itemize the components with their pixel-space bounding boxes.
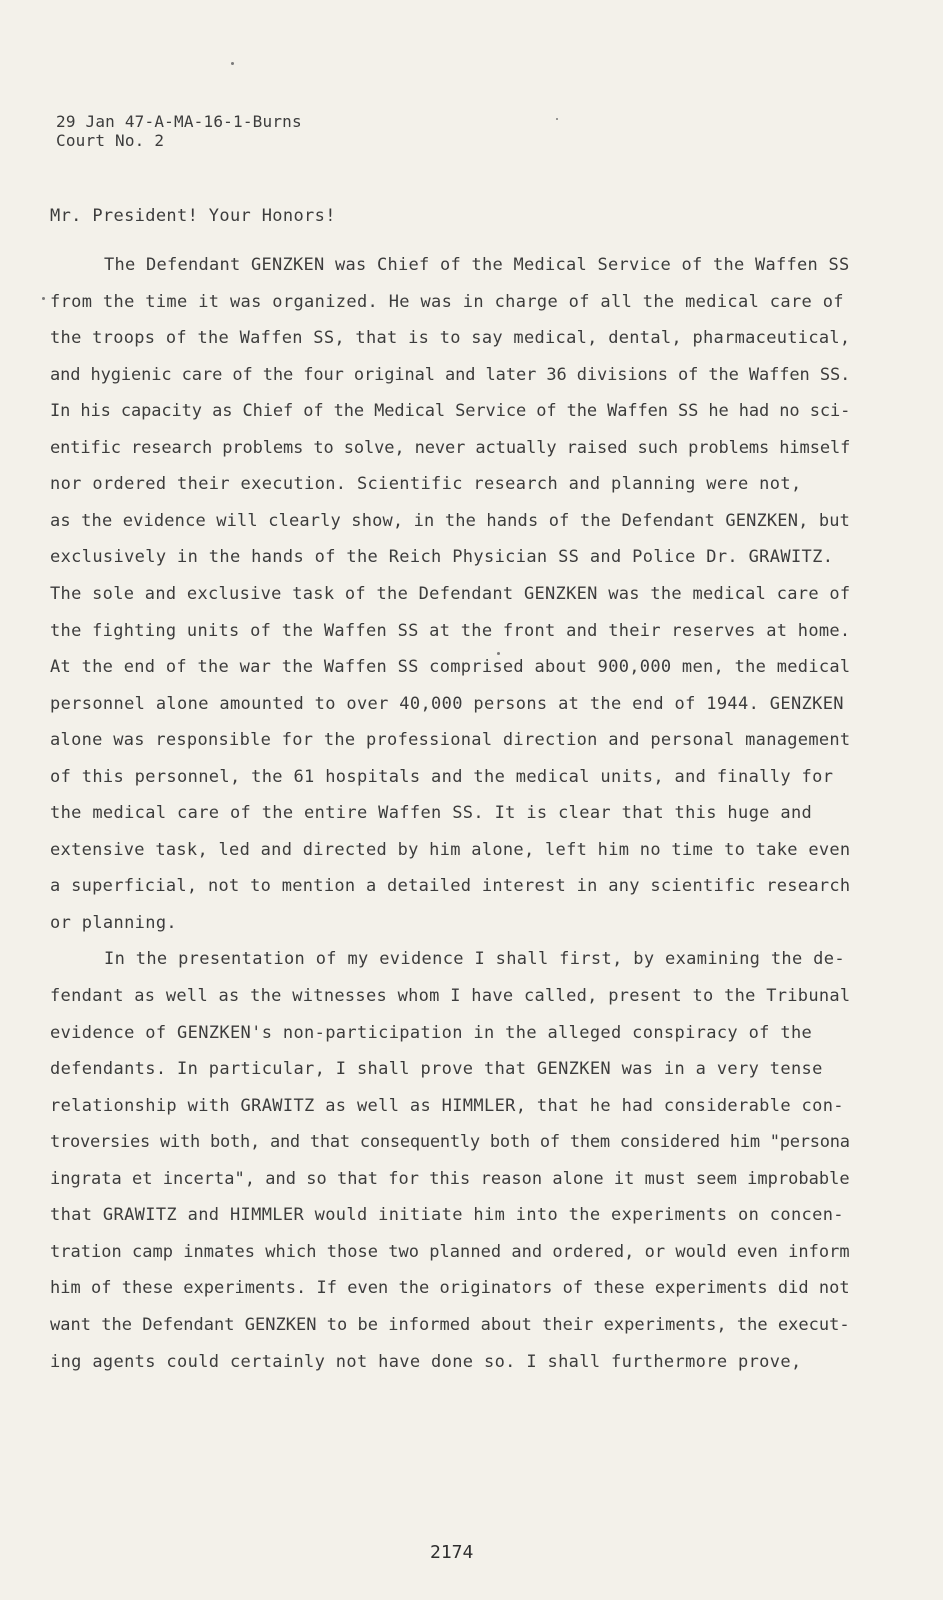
body-line: In his capacity as Chief of the Medical Service of the Waffen SS he had no sci-: [50, 401, 851, 421]
salutation: Mr. President! Your Honors!: [50, 206, 336, 226]
body-line: want the Defendant GENZKEN to be informed about their experiments, the execut-: [50, 1315, 850, 1335]
body-line: In the presentation of my evidence I shall first, by examining the de-: [104, 949, 845, 969]
body-line: relationship with GRAWITZ as well as HIMMLER, that he had considerable con-: [50, 1096, 844, 1116]
body-line: a superficial, not to mention a detailed interest in any scientific research: [50, 876, 851, 896]
body-line: him of these experiments. If even the originators of these experiments did not: [50, 1278, 850, 1298]
body-line: exclusively in the hands of the Reich Physician SS and Police Dr. GRAWITZ.: [50, 547, 834, 567]
ink-speck: [231, 62, 234, 65]
body-line: alone was responsible for the professional direction and personal management: [50, 730, 851, 750]
body-line: the troops of the Waffen SS, that is to say medical, dental, pharmaceutical,: [50, 328, 851, 348]
ink-speck: [42, 297, 45, 300]
ink-speck: [556, 118, 558, 120]
header-reference: 29 Jan 47-A-MA-16-1-Burns: [56, 112, 302, 131]
body-line: entific research problems to solve, never actually raised such problems himself: [50, 438, 851, 458]
body-line: or planning.: [50, 913, 178, 933]
page-number: 2174: [430, 1542, 474, 1563]
body-line: extensive task, led and directed by him alone, left him no time to take even: [50, 840, 851, 860]
ink-speck: [497, 652, 500, 655]
body-line: of this personnel, the 61 hospitals and the medical units, and finally for: [50, 767, 834, 787]
body-line: the medical care of the entire Waffen SS. It is clear that this huge and: [50, 803, 813, 823]
body-line: At the end of the war the Waffen SS comprised about 900,000 men, the medical: [50, 657, 851, 677]
body-line: as the evidence will clearly show, in the hands of the Defendant GENZKEN, but: [50, 511, 851, 531]
body-line: The Defendant GENZKEN was Chief of the Medical Service of the Waffen SS: [104, 255, 850, 275]
body-line: and hygienic care of the four original and later 36 divisions of the Waffen SS.: [50, 365, 851, 385]
body-line: The sole and exclusive task of the Defendant GENZKEN was the medical care of: [50, 584, 851, 604]
body-line: from the time it was organized. He was in charge of all the medical care of: [50, 292, 844, 312]
body-line: troversies with both, and that consequently both of them considered him "persona: [50, 1132, 850, 1152]
body-line: ingrata et incerta", and so that for this reason alone it must seem improbable: [50, 1169, 850, 1189]
body-line: evidence of GENZKEN's non-participation in the alleged conspiracy of the: [50, 1023, 813, 1043]
body-line: ing agents could certainly not have done so. I shall furthermore prove,: [50, 1352, 802, 1372]
header-court: Court No. 2: [56, 131, 165, 150]
body-line: personnel alone amounted to over 40,000 persons at the end of 1944. GENZKEN: [50, 694, 844, 714]
body-line: that GRAWITZ and HIMMLER would initiate him into the experiments on concen-: [50, 1205, 844, 1225]
body-line: nor ordered their execution. Scientific research and planning were not,: [50, 474, 802, 494]
body-line: tration camp inmates which those two planned and ordered, or would even inform: [50, 1242, 850, 1262]
body-line: fendant as well as the witnesses whom I have called, present to the Tribunal: [50, 986, 851, 1006]
body-line: the fighting units of the Waffen SS at the front and their reserves at home.: [50, 621, 851, 641]
body-line: defendants. In particular, I shall prove that GENZKEN was in a very tense: [50, 1059, 823, 1079]
